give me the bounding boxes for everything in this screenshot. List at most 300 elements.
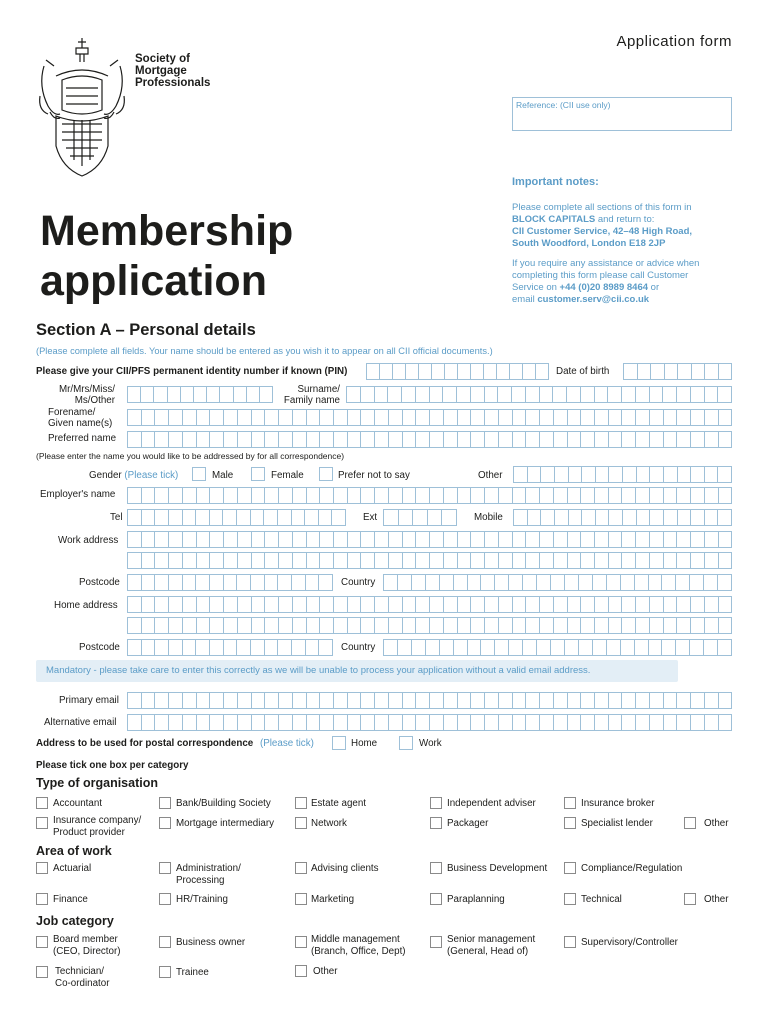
character-cell[interactable] [348,532,362,547]
character-cell[interactable] [609,597,623,612]
character-cell[interactable] [581,387,595,402]
character-cell[interactable] [169,715,183,730]
character-cell[interactable] [375,410,389,425]
character-cell[interactable] [664,553,678,568]
character-cell[interactable] [691,715,705,730]
character-cell[interactable] [142,432,156,447]
character-cell[interactable] [293,432,307,447]
character-cell[interactable] [650,510,664,525]
org-independent-adviser-checkbox[interactable] [430,797,442,809]
character-cell[interactable] [621,575,635,590]
character-cell[interactable] [279,532,293,547]
character-cell[interactable] [595,488,609,503]
character-cell[interactable] [169,693,183,708]
character-cell[interactable] [595,553,609,568]
character-cell[interactable] [513,597,527,612]
character-cell[interactable] [320,715,334,730]
character-cell[interactable] [265,432,279,447]
character-cell[interactable] [622,488,636,503]
character-cell[interactable] [279,715,293,730]
character-cell[interactable] [279,553,293,568]
character-cell[interactable] [485,715,499,730]
character-cell[interactable] [579,640,593,655]
character-cell[interactable] [307,597,321,612]
character-cell[interactable] [440,640,454,655]
character-cell[interactable] [128,693,142,708]
character-cell[interactable] [581,488,595,503]
character-cell[interactable] [169,410,183,425]
character-cell[interactable] [526,387,540,402]
character-cell[interactable] [155,715,169,730]
character-cell[interactable] [197,553,211,568]
character-cell[interactable] [458,597,472,612]
character-cell[interactable] [181,387,194,402]
mobile-input[interactable] [513,509,732,526]
character-cell[interactable] [691,553,705,568]
character-cell[interactable] [651,364,665,379]
character-cell[interactable] [348,618,362,633]
character-cell[interactable] [293,488,307,503]
character-cell[interactable] [155,597,169,612]
character-cell[interactable] [279,488,293,503]
primary-email-input[interactable] [127,692,732,709]
org-network-checkbox[interactable] [295,817,307,829]
character-cell[interactable] [224,488,238,503]
character-cell[interactable] [279,618,293,633]
character-cell[interactable] [361,432,375,447]
character-cell[interactable] [650,432,664,447]
character-cell[interactable] [403,432,417,447]
character-cell[interactable] [403,693,417,708]
character-cell[interactable] [416,553,430,568]
character-cell[interactable] [389,432,403,447]
character-cell[interactable] [307,432,321,447]
character-cell[interactable] [210,510,224,525]
character-cell[interactable] [540,387,554,402]
character-cell[interactable] [388,387,402,402]
character-cell[interactable] [568,693,582,708]
character-cell[interactable] [196,640,210,655]
character-cell[interactable] [568,715,582,730]
character-cell[interactable] [719,488,732,503]
character-cell[interactable] [234,387,247,402]
character-cell[interactable] [426,575,440,590]
character-cell[interactable] [691,432,705,447]
character-cell[interactable] [320,693,334,708]
character-cell[interactable] [664,715,678,730]
character-cell[interactable] [609,715,623,730]
character-cell[interactable] [389,553,403,568]
character-cell[interactable] [155,618,169,633]
character-cell[interactable] [692,364,706,379]
character-cell[interactable] [555,467,569,482]
character-cell[interactable] [183,510,197,525]
character-cell[interactable] [183,618,197,633]
character-cell[interactable] [238,553,252,568]
character-cell[interactable] [622,693,636,708]
character-cell[interactable] [169,640,183,655]
character-cell[interactable] [691,597,705,612]
character-cell[interactable] [380,364,393,379]
character-cell[interactable] [307,693,321,708]
character-cell[interactable] [416,387,430,402]
character-cell[interactable] [551,575,565,590]
character-cell[interactable] [499,693,513,708]
job-senior-management-checkbox[interactable] [430,936,442,948]
character-cell[interactable] [554,553,568,568]
character-cell[interactable] [554,488,568,503]
character-cell[interactable] [554,432,568,447]
character-cell[interactable] [623,467,637,482]
character-cell[interactable] [581,432,595,447]
character-cell[interactable] [428,510,443,525]
character-cell[interactable] [622,618,636,633]
character-cell[interactable] [155,553,169,568]
character-cell[interactable] [485,488,499,503]
character-cell[interactable] [361,693,375,708]
character-cell[interactable] [444,693,458,708]
character-cell[interactable] [128,553,142,568]
character-cell[interactable] [636,693,650,708]
character-cell[interactable] [389,597,403,612]
character-cell[interactable] [430,597,444,612]
character-cell[interactable] [367,364,380,379]
character-cell[interactable] [691,693,705,708]
character-cell[interactable] [554,597,568,612]
character-cell[interactable] [237,640,251,655]
area-technical-checkbox[interactable] [564,893,576,905]
character-cell[interactable] [678,364,692,379]
character-cell[interactable] [485,553,499,568]
gender-other-input[interactable] [513,466,732,483]
character-cell[interactable] [608,387,622,402]
character-cell[interactable] [183,640,197,655]
character-cell[interactable] [678,467,692,482]
character-cell[interactable] [471,597,485,612]
character-cell[interactable] [389,693,403,708]
character-cell[interactable] [554,410,568,425]
character-cell[interactable] [499,432,513,447]
home-address-line1[interactable] [127,596,732,613]
character-cell[interactable] [224,575,238,590]
character-cell[interactable] [458,532,472,547]
character-cell[interactable] [306,575,320,590]
character-cell[interactable] [416,597,430,612]
character-cell[interactable] [128,575,142,590]
character-cell[interactable] [426,640,440,655]
character-cell[interactable] [430,618,444,633]
character-cell[interactable] [238,715,252,730]
character-cell[interactable] [526,553,540,568]
job-technician-checkbox[interactable] [36,966,48,978]
character-cell[interactable] [440,575,454,590]
character-cell[interactable] [485,387,499,402]
character-cell[interactable] [637,467,651,482]
character-cell[interactable] [622,387,636,402]
area-advising-clients-checkbox[interactable] [295,862,307,874]
character-cell[interactable] [430,387,444,402]
character-cell[interactable] [142,488,156,503]
character-cell[interactable] [650,553,664,568]
character-cell[interactable] [718,640,731,655]
character-cell[interactable] [510,364,523,379]
character-cell[interactable] [375,532,389,547]
character-cell[interactable] [169,510,183,525]
character-cell[interactable] [622,410,636,425]
character-cell[interactable] [444,488,458,503]
title-input[interactable] [127,386,273,403]
character-cell[interactable] [705,387,719,402]
character-cell[interactable] [513,553,527,568]
character-cell[interactable] [334,410,348,425]
character-cell[interactable] [565,575,579,590]
character-cell[interactable] [196,575,210,590]
character-cell[interactable] [444,532,458,547]
character-cell[interactable] [402,387,416,402]
character-cell[interactable] [252,693,266,708]
character-cell[interactable] [458,488,472,503]
character-cell[interactable] [650,410,664,425]
character-cell[interactable] [293,618,307,633]
character-cell[interactable] [609,432,623,447]
character-cell[interactable] [705,553,719,568]
character-cell[interactable] [375,387,389,402]
character-cell[interactable] [348,715,362,730]
character-cell[interactable] [293,693,307,708]
forename-input[interactable] [127,409,732,426]
character-cell[interactable] [128,510,142,525]
character-cell[interactable] [361,553,375,568]
character-cell[interactable] [155,640,169,655]
character-cell[interactable] [169,488,183,503]
character-cell[interactable] [169,532,183,547]
character-cell[interactable] [705,597,719,612]
character-cell[interactable] [581,715,595,730]
character-cell[interactable] [375,488,389,503]
character-cell[interactable] [307,488,321,503]
character-cell[interactable] [169,432,183,447]
character-cell[interactable] [568,488,582,503]
character-cell[interactable] [458,432,472,447]
character-cell[interactable] [320,553,334,568]
character-cell[interactable] [705,432,719,447]
character-cell[interactable] [252,553,266,568]
character-cell[interactable] [430,715,444,730]
character-cell[interactable] [540,553,554,568]
character-cell[interactable] [554,693,568,708]
character-cell[interactable] [484,364,497,379]
character-cell[interactable] [142,532,156,547]
character-cell[interactable] [432,364,445,379]
character-cell[interactable] [650,618,664,633]
character-cell[interactable] [319,510,333,525]
character-cell[interactable] [183,553,197,568]
character-cell[interactable] [481,575,495,590]
character-cell[interactable] [444,432,458,447]
character-cell[interactable] [471,693,485,708]
character-cell[interactable] [224,715,238,730]
character-cell[interactable] [307,618,321,633]
character-cell[interactable] [307,410,321,425]
character-cell[interactable] [691,510,705,525]
character-cell[interactable] [705,715,719,730]
character-cell[interactable] [389,715,403,730]
character-cell[interactable] [183,693,197,708]
job-supervisory-checkbox[interactable] [564,936,576,948]
character-cell[interactable] [609,532,623,547]
character-cell[interactable] [718,387,731,402]
character-cell[interactable] [513,693,527,708]
postal-work-checkbox[interactable] [399,736,413,750]
character-cell[interactable] [265,597,279,612]
character-cell[interactable] [348,432,362,447]
character-cell[interactable] [334,553,348,568]
character-cell[interactable] [554,715,568,730]
character-cell[interactable] [320,432,334,447]
job-other-checkbox[interactable] [295,965,307,977]
character-cell[interactable] [375,715,389,730]
character-cell[interactable] [183,575,197,590]
character-cell[interactable] [662,640,676,655]
character-cell[interactable] [513,618,527,633]
character-cell[interactable] [292,640,306,655]
character-cell[interactable] [252,532,266,547]
character-cell[interactable] [389,488,403,503]
character-cell[interactable] [361,715,375,730]
character-cell[interactable] [540,532,554,547]
character-cell[interactable] [471,715,485,730]
org-specialist-lender-checkbox[interactable] [564,817,576,829]
character-cell[interactable] [210,693,224,708]
org-other-checkbox[interactable] [684,817,696,829]
character-cell[interactable] [384,575,398,590]
gender-female-checkbox[interactable] [251,467,265,481]
character-cell[interactable] [430,410,444,425]
character-cell[interactable] [596,467,610,482]
work-address-line1[interactable] [127,531,732,548]
character-cell[interactable] [609,553,623,568]
character-cell[interactable] [499,553,513,568]
character-cell[interactable] [595,532,609,547]
character-cell[interactable] [210,715,224,730]
character-cell[interactable] [155,410,169,425]
character-cell[interactable] [650,693,664,708]
org-estate-agent-checkbox[interactable] [295,797,307,809]
character-cell[interactable] [197,488,211,503]
character-cell[interactable] [265,715,279,730]
character-cell[interactable] [677,387,691,402]
character-cell[interactable] [416,410,430,425]
character-cell[interactable] [183,715,197,730]
character-cell[interactable] [375,432,389,447]
character-cell[interactable] [252,597,266,612]
character-cell[interactable] [664,532,678,547]
character-cell[interactable] [691,488,705,503]
character-cell[interactable] [416,715,430,730]
character-cell[interactable] [293,410,307,425]
character-cell[interactable] [581,532,595,547]
character-cell[interactable] [554,532,568,547]
character-cell[interactable] [609,410,623,425]
character-cell[interactable] [609,467,623,482]
character-cell[interactable] [403,410,417,425]
character-cell[interactable] [540,597,554,612]
character-cell[interactable] [650,597,664,612]
character-cell[interactable] [499,597,513,612]
character-cell[interactable] [495,575,509,590]
character-cell[interactable] [650,467,664,482]
character-cell[interactable] [513,715,527,730]
character-cell[interactable] [419,364,432,379]
character-cell[interactable] [169,575,183,590]
character-cell[interactable] [224,432,238,447]
character-cell[interactable] [622,553,636,568]
character-cell[interactable] [224,410,238,425]
character-cell[interactable] [719,553,732,568]
character-cell[interactable] [403,553,417,568]
character-cell[interactable] [430,693,444,708]
character-cell[interactable] [565,640,579,655]
character-cell[interactable] [568,432,582,447]
character-cell[interactable] [197,618,211,633]
character-cell[interactable] [468,575,482,590]
character-cell[interactable] [169,618,183,633]
character-cell[interactable] [664,597,678,612]
character-cell[interactable] [251,575,265,590]
character-cell[interactable] [416,693,430,708]
character-cell[interactable] [705,410,719,425]
character-cell[interactable] [691,467,705,482]
employer-input[interactable] [127,487,732,504]
character-cell[interactable] [224,640,238,655]
character-cell[interactable] [636,618,650,633]
gender-prefer-not-checkbox[interactable] [319,467,333,481]
character-cell[interactable] [636,387,650,402]
character-cell[interactable] [168,387,181,402]
character-cell[interactable] [445,364,458,379]
surname-input[interactable] [346,386,732,403]
character-cell[interactable] [719,432,732,447]
character-cell[interactable] [155,693,169,708]
character-cell[interactable] [128,618,142,633]
character-cell[interactable] [334,715,348,730]
work-postcode-input[interactable] [127,574,333,591]
home-postcode-input[interactable] [127,639,333,656]
character-cell[interactable] [348,693,362,708]
character-cell[interactable] [719,364,732,379]
character-cell[interactable] [442,510,456,525]
character-cell[interactable] [361,618,375,633]
character-cell[interactable] [581,618,595,633]
character-cell[interactable] [526,693,540,708]
character-cell[interactable] [375,618,389,633]
job-business-owner-checkbox[interactable] [159,936,171,948]
org-mortgage-intermediary-checkbox[interactable] [159,817,171,829]
character-cell[interactable] [293,597,307,612]
character-cell[interactable] [265,532,279,547]
character-cell[interactable] [569,467,583,482]
character-cell[interactable] [664,467,678,482]
character-cell[interactable] [676,575,690,590]
character-cell[interactable] [375,693,389,708]
character-cell[interactable] [664,510,678,525]
character-cell[interactable] [155,432,169,447]
character-cell[interactable] [210,488,224,503]
character-cell[interactable] [526,488,540,503]
character-cell[interactable] [690,575,704,590]
job-middle-management-checkbox[interactable] [295,936,307,948]
character-cell[interactable] [332,510,345,525]
